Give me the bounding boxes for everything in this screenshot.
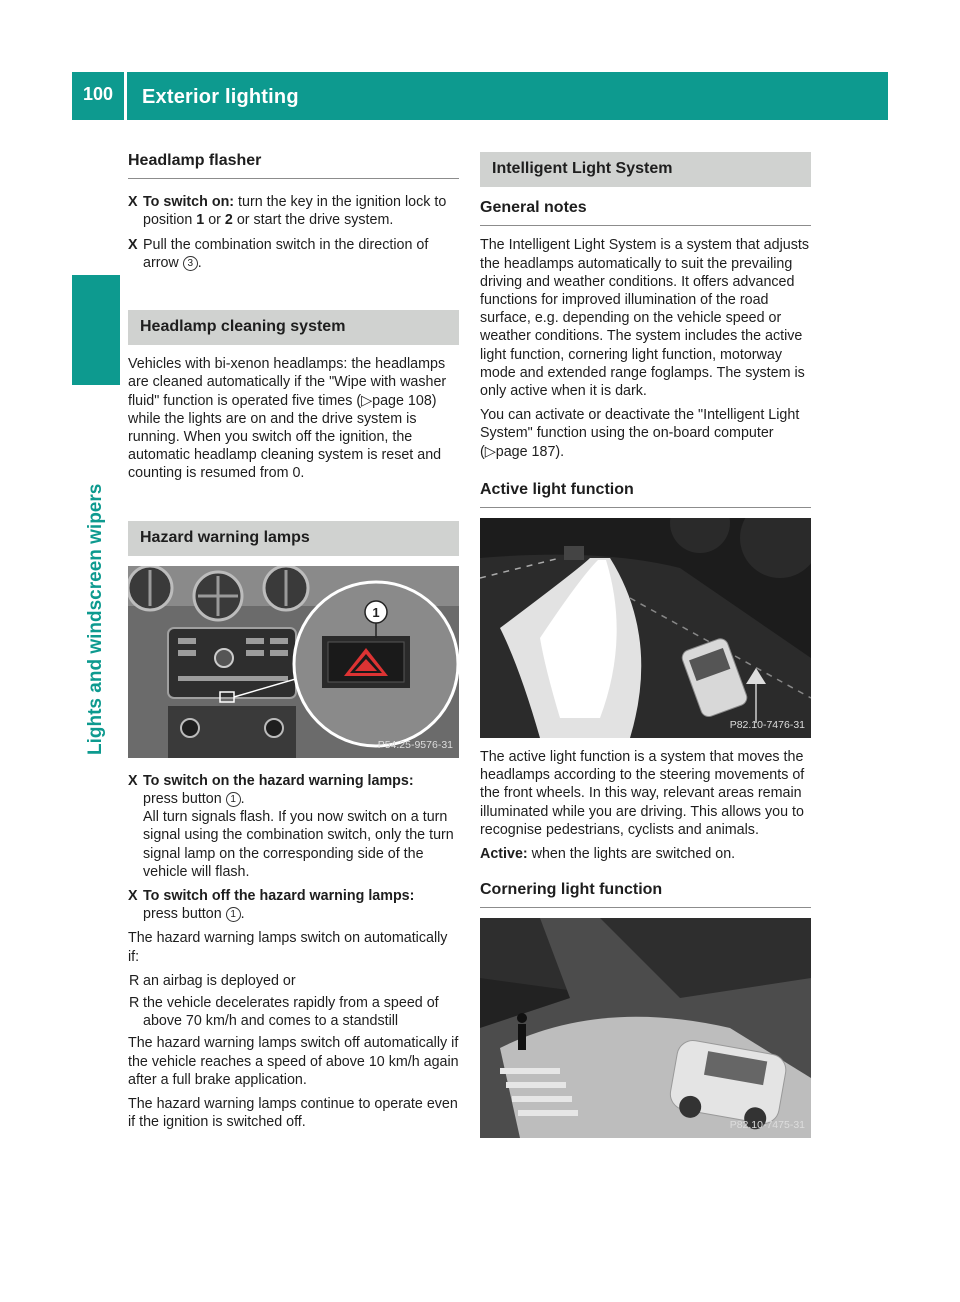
- cleaning-text: Vehicles with bi-xenon headlamps: the headlamps are cleaned automatically if the "Wipe with washer fluid" function is operated five times (: [128, 356, 447, 409]
- activate-text: You can activate or deactivate the "Intelligent Light System" function using the on-board computer (: [480, 407, 800, 460]
- page-number: 100: [82, 84, 114, 104]
- step-bold-label: To switch off the hazard warning lamps:: [143, 888, 415, 905]
- header-divider: [124, 72, 127, 120]
- step-arrow-icon: X: [128, 888, 138, 905]
- activate-paragraph: [480, 406, 811, 461]
- heading-headlamp-cleaning: Headlamp cleaning system: [128, 310, 459, 345]
- position-1: 1: [196, 212, 205, 229]
- page-ref-arrow-icon: ▷: [484, 443, 496, 460]
- figure-callout-1: 1: [372, 604, 380, 620]
- side-tab-marker: [72, 275, 120, 385]
- callout-number-1: 1: [226, 907, 241, 922]
- left-column: [128, 152, 459, 1138]
- figure-code: P54.25-9576-31: [377, 738, 453, 751]
- hazard-auto-off: The hazard warning lamps switch off automatically if the vehicle reaches a speed of above 10 km/h again after a full brake application.: [128, 1035, 459, 1088]
- step-text: Pull the combination switch in the direction of arrow: [143, 236, 429, 271]
- cleaning-paragraph: [128, 355, 459, 482]
- step-arrow-icon: X: [128, 236, 138, 253]
- active-when: [480, 845, 811, 863]
- bullet-text: the vehicle decelerates rapidly from a speed of above 70 km/h and comes to a standstill: [143, 995, 439, 1030]
- active-label: Active:: [480, 846, 528, 863]
- step-text: press button: [143, 906, 226, 923]
- heading-hazard-warning: Hazard warning lamps: [128, 521, 459, 556]
- active-when-text: when the lights are switched on.: [527, 846, 736, 863]
- step-hazard-on: [128, 772, 459, 881]
- hazard-auto-on: The hazard warning lamps switch on automatically if:: [128, 930, 448, 965]
- bullet-item: [128, 994, 459, 1030]
- callout-number-3: 3: [183, 256, 198, 271]
- heading-cornering-light: Cornering light function: [480, 881, 811, 908]
- hazard-continue: The hazard warning lamps continue to operate even if the ignition is switched off.: [128, 1096, 458, 1131]
- figure-code: P82.10-7475-31: [729, 1119, 805, 1132]
- step-arrow-icon: X: [128, 772, 138, 789]
- activate-text: ).: [555, 443, 565, 460]
- dashboard-illustration: [128, 566, 459, 758]
- page-ref-arrow-icon: ▷: [361, 392, 373, 409]
- step-text: press button: [143, 791, 226, 808]
- step-text: .: [240, 791, 245, 808]
- step-text: turn the key in the ignition lock to position: [143, 194, 447, 229]
- heading-general-notes: General notes: [480, 199, 811, 226]
- bullet-icon: R: [129, 995, 140, 1012]
- active-light-figure: [480, 518, 811, 738]
- step-pull-switch: [128, 236, 459, 272]
- step-text: or: [204, 212, 225, 229]
- heading-headlamp-flasher: Headlamp flasher: [128, 152, 459, 179]
- crossing-illustration: [480, 918, 811, 1138]
- side-tab-label-container: [72, 375, 120, 755]
- step-text: .: [197, 254, 202, 271]
- active-light-text: The active light function is a system that moves the headlamps according to the steering movements of the front wheels. In this way, relevant areas remain illuminated while you are driving. This allows you to recognise pedestrians, cyclists and animals.: [480, 749, 805, 838]
- bullet-text: an airbag is deployed or: [143, 972, 296, 989]
- step-arrow-icon: X: [128, 194, 138, 211]
- bullet-icon: R: [129, 972, 140, 989]
- cleaning-text: ) while the lights are on and the drive system is running. When you switch off the ignition, the automatic headlamp cleaning system is reset and counting is resumed from 0.: [128, 392, 442, 482]
- side-tab-label: Lights and windscreen wipers: [85, 483, 106, 755]
- cornering-light-figure: [480, 918, 811, 1138]
- step-hazard-off: [128, 887, 459, 923]
- heading-intelligent-light-system: Intelligent Light System: [480, 152, 811, 187]
- step-switch-on: [128, 193, 459, 229]
- step-bold-label: To switch on:: [143, 194, 235, 211]
- bullet-item: [128, 972, 459, 990]
- page-ref-link[interactable]: page 187: [495, 443, 556, 460]
- right-column: [480, 152, 811, 1138]
- chapter-title: Exterior lighting: [142, 86, 299, 108]
- night-road-illustration: [480, 518, 811, 738]
- general-notes-text: The Intelligent Light System is a system that adjusts the headlamps automatically to suit the prevailing driving and weather conditions. It offers advanced functions for improved illumination of the road surface, e.g. depending on the vehicle speed or weather conditions. The system includes the active light function, cornering light function, motorway mode and extended range foglamps. The system is only active when it is dark.: [480, 237, 809, 400]
- figure-code: P82.10-7476-31: [729, 718, 805, 731]
- step-text: or start the drive system.: [232, 212, 394, 229]
- page-ref-link[interactable]: page 108: [372, 392, 432, 409]
- hazard-figure: [128, 566, 459, 758]
- position-2: 2: [224, 212, 233, 229]
- heading-active-light: Active light function: [480, 481, 811, 508]
- callout-number-1: 1: [226, 792, 241, 807]
- step-bold-label: To switch on the hazard warning lamps:: [143, 772, 414, 789]
- step-text: .: [240, 906, 245, 923]
- step-text: All turn signals flash. If you now switch on a turn signal using the combination switch, only the turn signal lamp on the corresponding side of the vehicle will flash.: [143, 809, 454, 880]
